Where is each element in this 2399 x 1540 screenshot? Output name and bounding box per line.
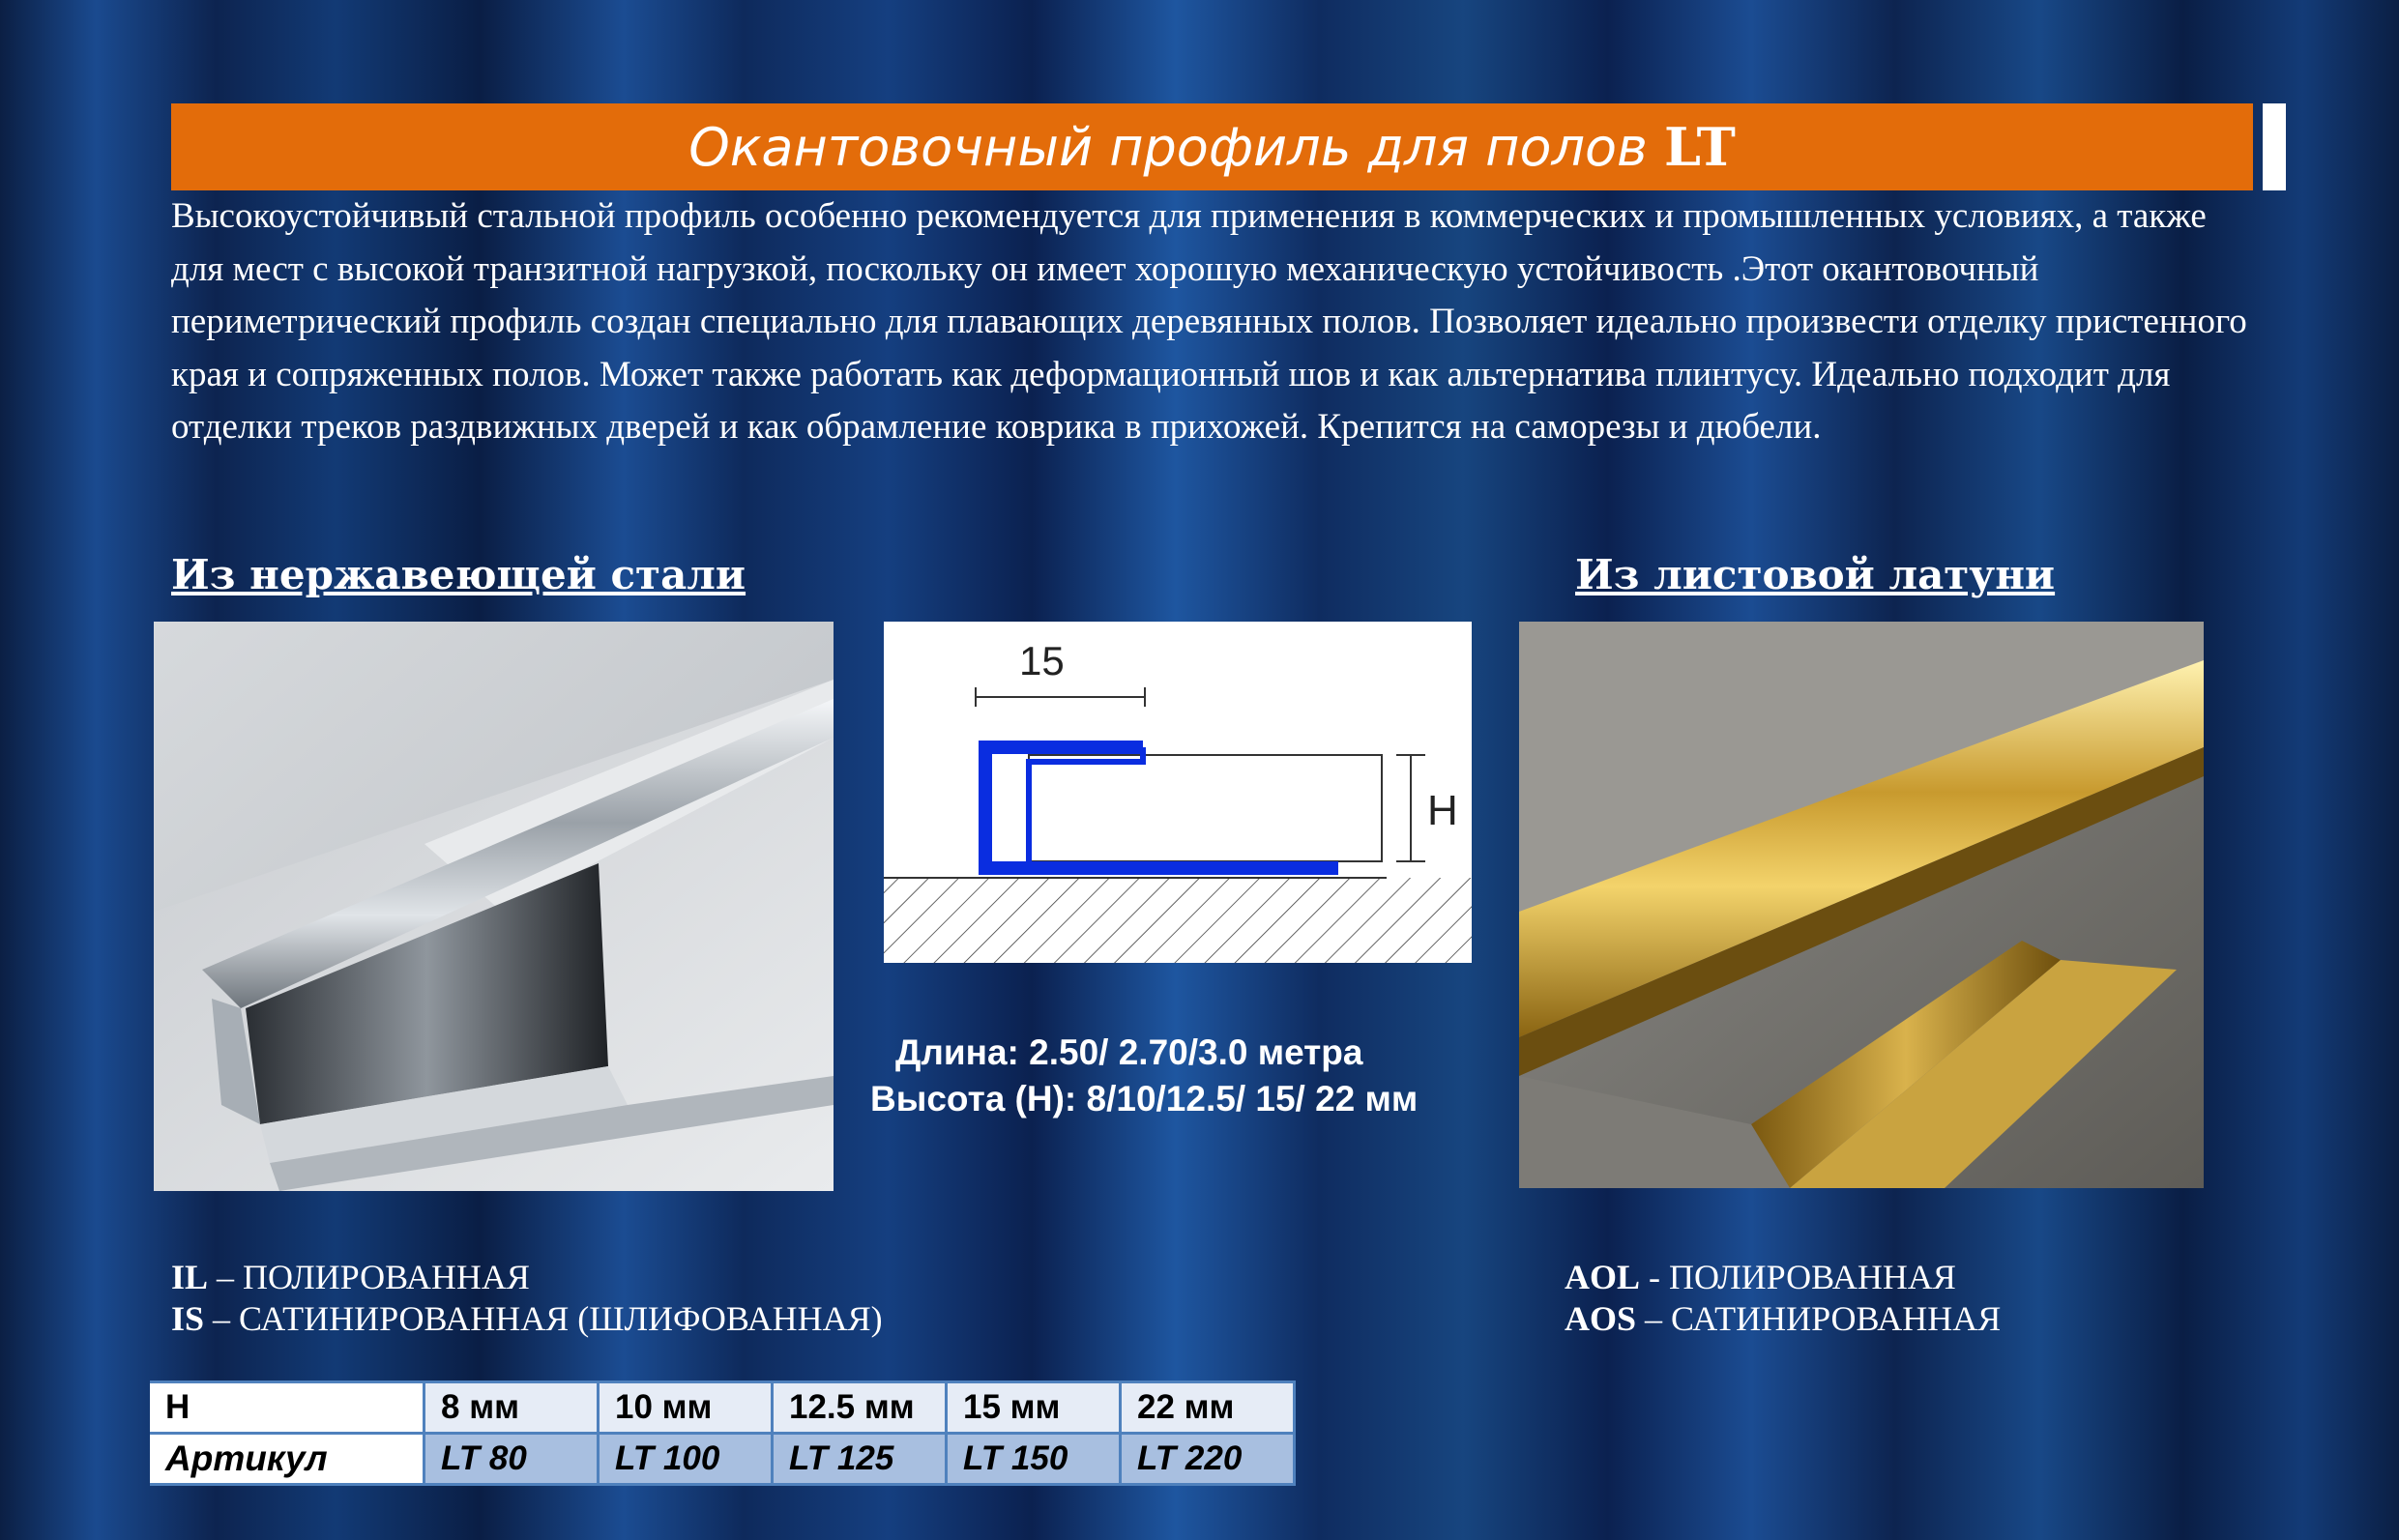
steel-finishes: [171, 1257, 883, 1340]
table-cell: LT 220: [1121, 1434, 1295, 1485]
table-row-label: H: [150, 1382, 424, 1434]
finish-code: AOL: [1565, 1258, 1641, 1296]
sizes-table: [150, 1380, 1296, 1486]
table-cell: 10 мм: [599, 1382, 773, 1434]
spec-height: Высота (H): 8/10/12.5/ 15/ 22 мм: [870, 1079, 1419, 1119]
title-bar-end: [2263, 103, 2286, 190]
steel-heading: Из нержавеющей стали: [171, 551, 746, 598]
steel-profile-photo: [154, 622, 834, 1191]
brass-finishes: [1565, 1257, 2001, 1340]
brass-heading: Из листовой латуни: [1575, 551, 2056, 598]
brass-profile-photo: [1519, 622, 2204, 1188]
title-bar: [171, 103, 2253, 190]
finish-code: IS: [171, 1299, 205, 1338]
drawing-width-label: 15: [1019, 638, 1065, 683]
table-cell: LT 150: [947, 1434, 1121, 1485]
table-cell: 22 мм: [1121, 1382, 1295, 1434]
table-cell: LT 125: [773, 1434, 947, 1485]
finish-code: AOS: [1565, 1299, 1637, 1338]
drawing-height-label: H: [1427, 787, 1458, 834]
finish-label: ПОЛИРОВАННАЯ: [243, 1258, 530, 1296]
finish-item: [1565, 1257, 2001, 1298]
table-cell: 8 мм: [424, 1382, 599, 1434]
finish-label: САТИНИРОВАННАЯ (ШЛИФОВАННАЯ): [239, 1299, 883, 1338]
title-code: LT: [1664, 116, 1736, 178]
finish-label: САТИНИРОВАННАЯ: [1671, 1299, 2002, 1338]
finish-code: IL: [171, 1258, 209, 1296]
finish-separator: -: [1640, 1258, 1670, 1296]
page-title: [688, 116, 1736, 178]
spec-length: Длина: 2.50/ 2.70/3.0 метра: [895, 1032, 1363, 1072]
table-cell: 12.5 мм: [773, 1382, 947, 1434]
finish-item: [1565, 1298, 2001, 1340]
table-row-label: Артикул: [150, 1434, 424, 1485]
table-row-height: [150, 1382, 1295, 1434]
finish-separator: –: [1636, 1299, 1672, 1338]
title-text: Окантовочный профиль для полов: [688, 117, 1648, 178]
finish-separator: –: [208, 1258, 244, 1296]
finish-label: ПОЛИРОВАННАЯ: [1669, 1258, 1956, 1296]
finish-separator: –: [204, 1299, 240, 1338]
table-row-article: [150, 1434, 1295, 1485]
profile-cross-section-drawing: [884, 622, 1472, 963]
table-cell: 15 мм: [947, 1382, 1121, 1434]
intro-paragraph: Высокоустойчивый стальной профиль особенно рекомендуется для применения в коммерческих и промышленных условиях, а также для мест с высокой транзитной нагрузкой, поскольку он имеет хорошую механическую устойчивость .Этот окантовочный периметрический профиль создан специально для плавающих деревянных полов. Позволяет идеально произвести отделку пристенного края и сопряженных полов. Может также работать как деформационный шов и как альтернатива плинтусу. Идеально подходит для отделки треков раздвижных дверей и как обрамление коврика в прихожей. Крепится на саморезы и дюбели.: [171, 196, 2247, 447]
finish-item: [171, 1257, 883, 1298]
finish-item: [171, 1298, 883, 1340]
table-cell: LT 100: [599, 1434, 773, 1485]
table-cell: LT 80: [424, 1434, 599, 1485]
spec-block: [870, 1030, 1470, 1122]
